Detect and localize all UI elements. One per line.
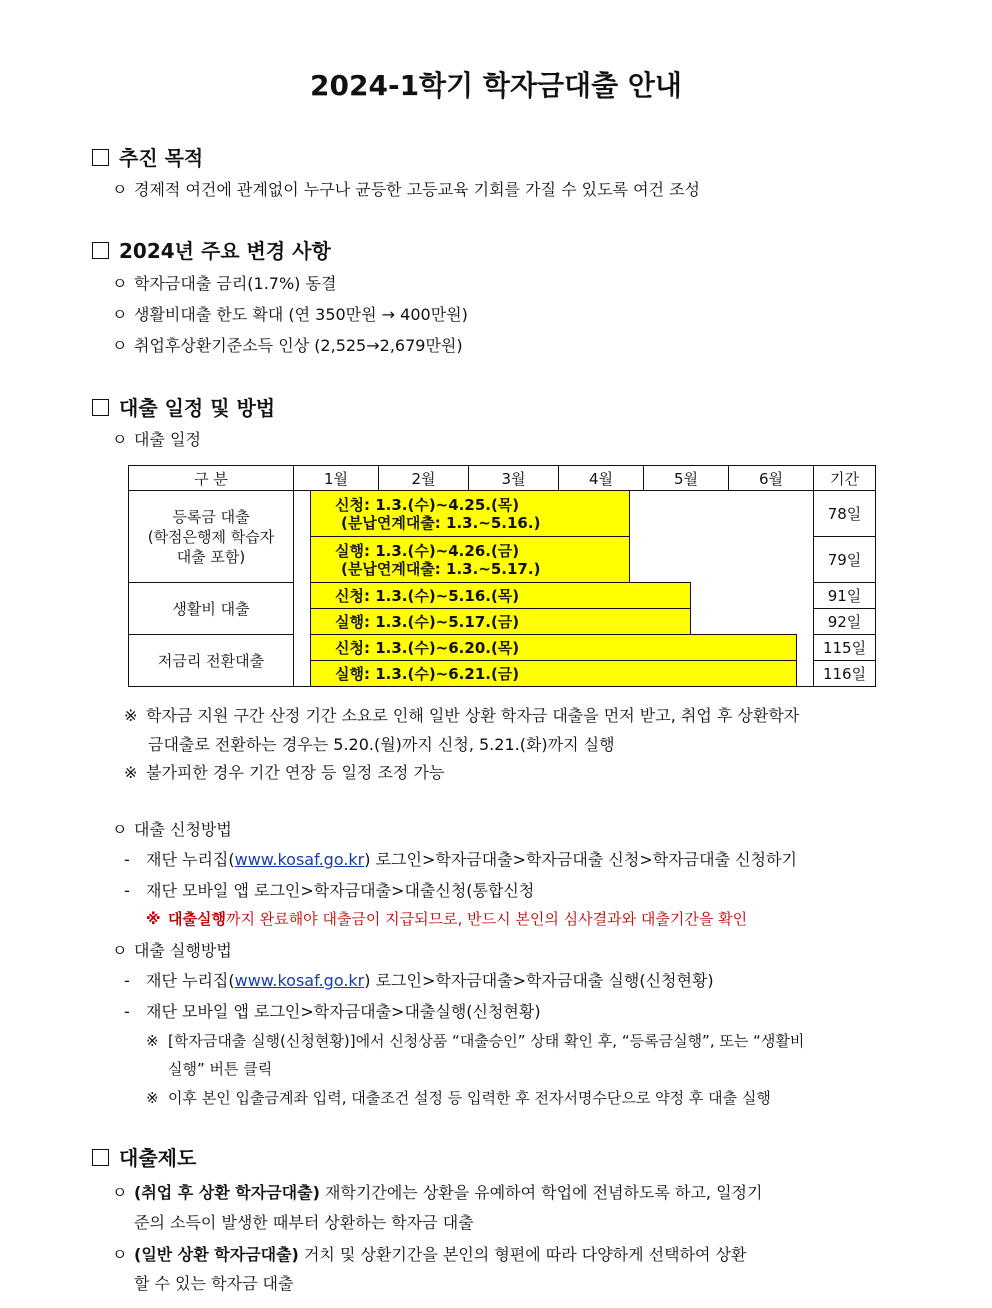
period-cell: 79일 (813, 536, 876, 583)
table-header-cell: 1월 (293, 465, 379, 491)
period-cell: 116일 (813, 660, 876, 687)
checkbox-square-icon (92, 149, 109, 166)
bar-living-apply: 신청: 1.3.(수)~5.16.(목) (310, 582, 691, 609)
row-label-tuition: 등록금 대출 (학점은행제 학습자 대출 포함) (128, 490, 294, 583)
bar-lowrate-apply: 신청: 1.3.(수)~6.20.(목) (310, 634, 797, 661)
kosaf-link[interactable]: www.kosaf.go.kr (234, 971, 365, 990)
exec-note: ※ [학자금대출 실행(신청현황)]에서 신청상품 “대출승인” 상태 확인 후, “등록금실행”, 또는 “생활비 (146, 1032, 805, 1050)
period-cell: 91일 (813, 582, 876, 609)
table-header-cell: 3월 (468, 465, 559, 491)
exec-note-cont: 실행” 버튼 클릭 (168, 1060, 273, 1078)
exec-web-item: - 재단 누리집(www.kosaf.go.kr) 로그인>학자금대출>학자금대출 실행(신청현황) (124, 971, 714, 990)
table-header-cell: 기간 (813, 465, 876, 491)
exec-method-label: ㅇ 대출 실행방법 (112, 941, 232, 960)
table-header-cell: 4월 (558, 465, 644, 491)
period-cell: 92일 (813, 608, 876, 635)
page-title: 2024-1학기 학자금대출 안내 (310, 69, 682, 102)
bar-living-exec: 실행: 1.3.(수)~5.17.(금) (310, 608, 691, 635)
table-header-cell: 구 분 (128, 465, 294, 491)
change-item: ㅇ 생활비대출 한도 확대 (연 350만원 → 400만원) (112, 305, 468, 324)
bar-tuition-exec: 실행: 1.3.(수)~4.26.(금) (분납연계대출: 1.3.~5.17.) (310, 536, 630, 583)
schedule-note-cont: 금대출로 전환하는 경우는 5.20.(월)까지 신청, 5.21.(화)까지 실행 (148, 735, 615, 754)
row-label-living: 생활비 대출 (128, 582, 294, 635)
checkbox-square-icon (92, 242, 109, 259)
period-cell: 115일 (813, 634, 876, 661)
period-cell: 78일 (813, 490, 876, 537)
system-item: ㅇ (일반 상환 학자금대출) 거치 및 상환기간을 본인의 형편에 따라 다양하게 선택하여 상환 (112, 1245, 747, 1264)
apply-warning: ※ 대출실행까지 완료해야 대출금이 지급되므로, 반드시 본인의 심사결과와 대출기간을 확인 (146, 910, 748, 928)
checkbox-square-icon (92, 399, 109, 416)
table-header-cell: 6월 (728, 465, 814, 491)
system-item: ㅇ (취업 후 상환 학자금대출) 재학기간에는 상환을 유예하여 학업에 전념하도록 하고, 일정기 (112, 1183, 763, 1202)
exec-mobile-item: - 재단 모바일 앱 로그인>학자금대출>대출실행(신청현황) (124, 1002, 541, 1021)
exec-note: ※ 이후 본인 입출금계좌 입력, 대출조건 설정 등 입력한 후 전자서명수단으로 약정 후 대출 실행 (146, 1089, 771, 1107)
schedule-table (128, 465, 876, 687)
section-changes-heading: 2024년 주요 변경 사항 (92, 235, 331, 264)
system-item-cont: 할 수 있는 학자금 대출 (134, 1274, 294, 1293)
schedule-note: ※ 학자금 지원 구간 산정 기간 소요로 인해 일반 상환 학자금 대출을 먼저 받고, 취업 후 상환학자 (124, 706, 800, 725)
table-header-cell: 5월 (643, 465, 729, 491)
section-purpose-heading: 추진 목적 (92, 142, 203, 171)
apply-web-item: - 재단 누리집(www.kosaf.go.kr) 로그인>학자금대출>학자금대출 신청>학자금대출 신청하기 (124, 850, 797, 869)
apply-method-label: ㅇ 대출 신청방법 (112, 820, 232, 839)
change-item: ㅇ 학자금대출 금리(1.7%) 동결 (112, 274, 337, 293)
system-item-cont: 준의 소득이 발생한 때부터 상환하는 학자금 대출 (134, 1213, 474, 1232)
section-system-heading: 대출제도 (92, 1142, 196, 1171)
section-schedule-heading: 대출 일정 및 방법 (92, 392, 275, 421)
schedule-label: ㅇ 대출 일정 (112, 430, 201, 449)
row-label-lowrate: 저금리 전환대출 (128, 634, 294, 687)
kosaf-link[interactable]: www.kosaf.go.kr (234, 850, 365, 869)
change-item: ㅇ 취업후상환기준소득 인상 (2,525→2,679만원) (112, 336, 463, 355)
bar-lowrate-exec: 실행: 1.3.(수)~6.21.(금) (310, 660, 797, 687)
schedule-note: ※ 불가피한 경우 기간 연장 등 일정 조정 가능 (124, 763, 445, 782)
apply-mobile-item: - 재단 모바일 앱 로그인>학자금대출>대출신청(통합신청 (124, 881, 535, 900)
table-header-cell: 2월 (378, 465, 469, 491)
checkbox-square-icon (92, 1149, 109, 1166)
bar-tuition-apply: 신청: 1.3.(수)~4.25.(목) (분납연계대출: 1.3.~5.16.) (310, 490, 630, 537)
purpose-item: ㅇ 경제적 여건에 관계없이 누구나 균등한 고등교육 기회를 가질 수 있도록 여건 조성 (112, 180, 700, 199)
